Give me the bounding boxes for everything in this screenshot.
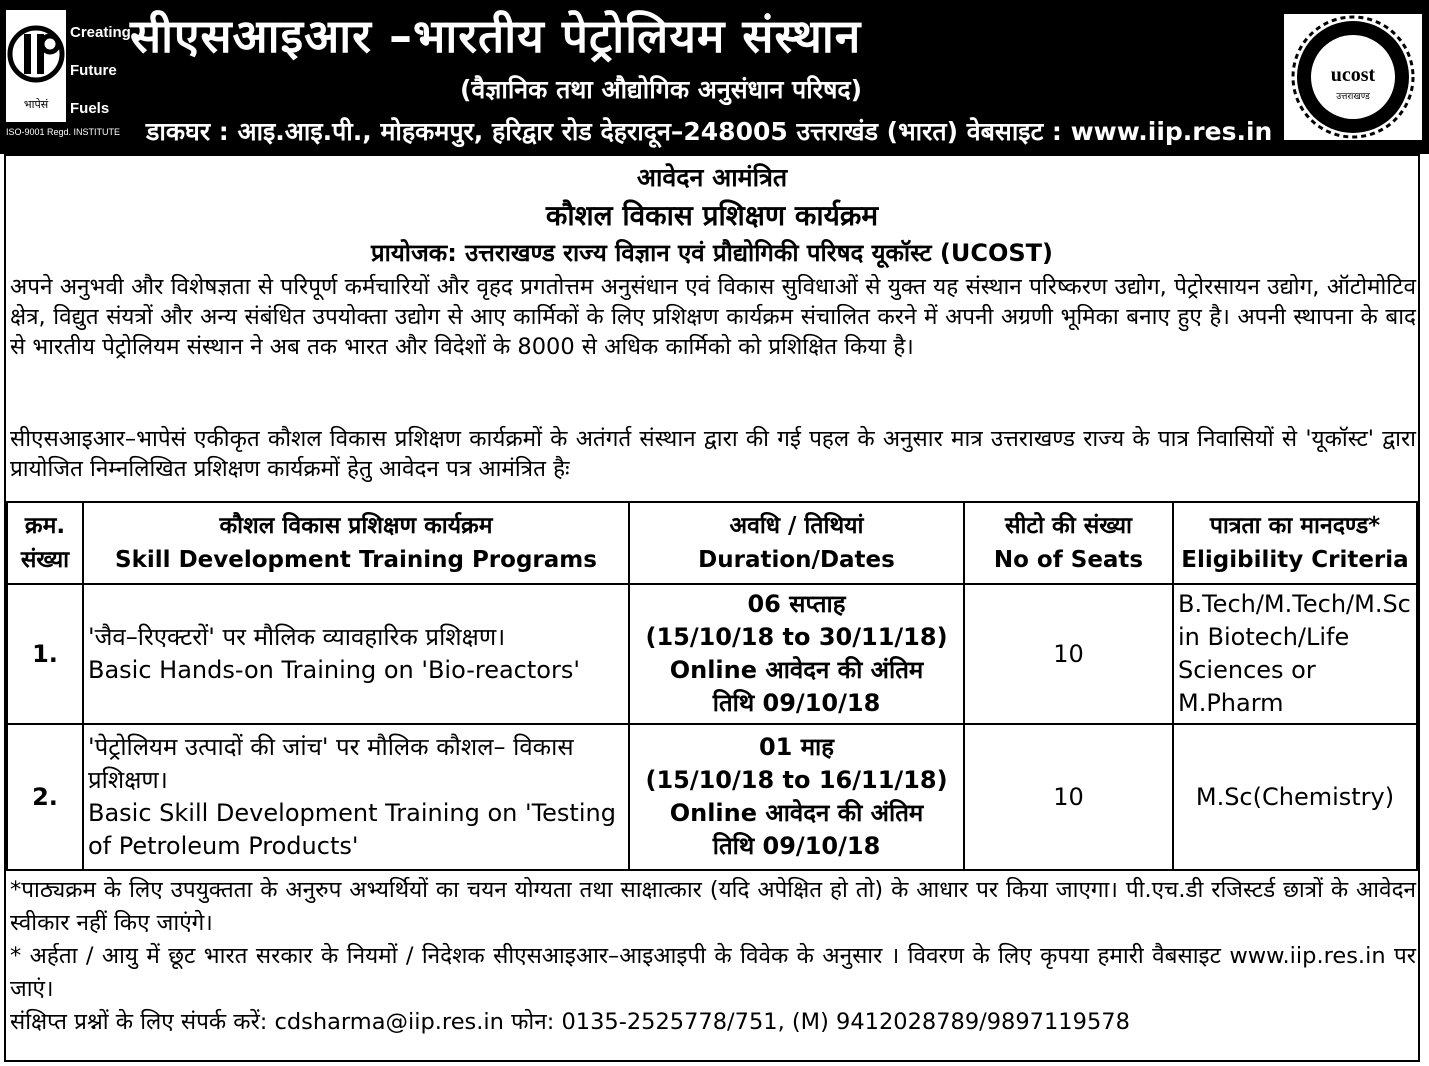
contact-line: संक्षिप्त प्रश्नों के लिए संपर्क करें: cdsharma@iip.res.in फोन: 0135-2525778/751, (M) 9412028789/9897119578	[10, 1009, 1130, 1035]
tagline-word: Future	[70, 62, 117, 79]
program-heading: कौशल विकास प्रशिक्षण कार्यक्रम	[545, 199, 879, 232]
row-duration: 01 माह (15/10/18 to 16/11/18) Online आवेदन की अंतिम तिथि 09/10/18	[629, 724, 964, 870]
intro-paragraph: अपने अनुभवी और विशेषज्ञता से परिपूर्ण कर्मचारियों और वृहद प्रगतोत्तम अनुसंधान एवं विकास सुविधाओं से युक्त यह संस्थान परिष्करण उद्योग, पेट्रोरसायन उद्योग, ऑटोमोटिव क्षेत्र, विद्युत संयत्रों और अन्य संबंधित उपयोक्ता उद्योग से आए कार्मिकों के लिए प्रशिक्षण कार्यक्रम संचालित करने में अपनी अग्रणी भूमिका बनाए हुए है। अपनी स्थापना के बाद से भारतीय पेट्रोलियम संस्थान ने अब तक भारत और विदेशों के 8000 से अधिक कार्मिको को प्रशिक्षित किया है।	[10, 274, 1416, 360]
institute-address: डाकघर : आइ.आइ.पी., मोहकमपुर, हरिद्वार रोड देहरादून–248005 उत्तराखंड (भारत) वेबसाइट : www.iip.res.in	[146, 117, 1273, 146]
header-duration: अवधि / तिथियां Duration/Dates	[629, 502, 964, 584]
row-seats: 10	[964, 724, 1173, 870]
table-row	[7, 584, 1417, 724]
tagline-word: Creating	[70, 24, 131, 41]
institute-subtitle: (वैज्ञानिक तथा औद्योगिक अनुसंधान परिषद)	[460, 75, 863, 104]
header-eligibility: पात्रता का मानदण्ड* Eligibility Criteria	[1173, 502, 1417, 584]
header-sno: क्रम. संख्या	[7, 502, 83, 584]
institute-title: सीएसआइआर –भारतीय पेट्रोलियम संस्थान	[130, 9, 862, 63]
header-program: कौशल विकास प्रशिक्षण कार्यक्रम Skill Development Training Programs	[83, 502, 629, 584]
iip-logo-icon	[6, 10, 66, 122]
ucost-logo-icon	[1284, 14, 1422, 140]
row-sno: 1.	[7, 584, 83, 724]
table-header-row	[7, 502, 1417, 584]
sponsor-heading: प्रायोजक: उत्तराखण्ड राज्य विज्ञान एवं प्रौद्योगिकी परिषद यूकॉस्ट (UCOST)	[370, 239, 1054, 267]
footer-notes	[10, 874, 1416, 1039]
tagline-word: Fuels	[70, 100, 110, 117]
logo-left-label: भापेसं	[23, 98, 49, 111]
header-banner	[0, 0, 1429, 154]
row-program: 'पेट्रोलियम उत्पादों की जांच' पर मौलिक कौशल– विकास प्रशिक्षण। Basic Skill Development Training on 'Testing of Petroleum Products'	[83, 724, 629, 870]
ucost-subtext: उत्तराखण्ड	[1336, 92, 1370, 102]
programs-table	[6, 501, 1418, 871]
relaxation-note: * अर्हता / आयु में छूट भारत सरकार के नियमों / निदेशक सीएसआइआर–आइआइपी के विवेक के अनुसार । विवरण के लिए कृपया हमारी वैबसाइट www.iip.res.in पर जाएं।	[10, 943, 1416, 1002]
invitation-paragraph: सीएसआइआर–भापेसं एकीकृत कौशल विकास प्रशिक्षण कार्यक्रमों के अतंगर्त संस्थान द्वारा की गई पहल के अनुसार मात्र उत्तराखण्ड राज्य के पात्र निवासियों से 'यूकॉस्ट' द्वारा प्रायोजित निम्नलिखित प्रशिक्षण कार्यक्रमों हेतु आवेदन पत्र आमंत्रित हैः	[10, 426, 1416, 482]
table-row	[7, 724, 1417, 870]
tagline	[70, 14, 131, 128]
row-sno: 2.	[7, 724, 83, 870]
row-seats: 10	[964, 584, 1173, 724]
row-program: 'जैव–रिएक्टरों' पर मौलिक व्यावहारिक प्रशिक्षण। Basic Hands-on Training on 'Bio-reactors'	[83, 584, 629, 724]
selection-note: *पाठ्यक्रम के लिए उपयुक्तता के अनुरुप अभ्यर्थियों का चयन योग्यता तथा साक्षात्कार (यदि अपेक्षित हो तो) के आधार पर किया जाएगा। पी.एच.डी रजिस्टर्ड छात्रों के आवेदन स्वीकार नहीं किए जाएंगे।	[10, 877, 1416, 936]
row-duration: 06 सप्ताह (15/10/18 to 30/11/18) Online आवेदन की अंतिम तिथि 09/10/18	[629, 584, 964, 724]
iso-note: ISO-9001 Regd. INSTITUTE	[6, 127, 121, 137]
header-seats: सीटो की संख्या No of Seats	[964, 502, 1173, 584]
ucost-text: ucost	[1330, 64, 1376, 86]
row-eligibility: B.Tech/M.Tech/M.Sc in Biotech/Life Sciences or M.Pharm	[1173, 584, 1417, 724]
notice-body	[4, 154, 1420, 1062]
row-eligibility: M.Sc(Chemistry)	[1173, 724, 1417, 870]
notice-heading: आवेदन आमंत्रित	[636, 163, 788, 192]
